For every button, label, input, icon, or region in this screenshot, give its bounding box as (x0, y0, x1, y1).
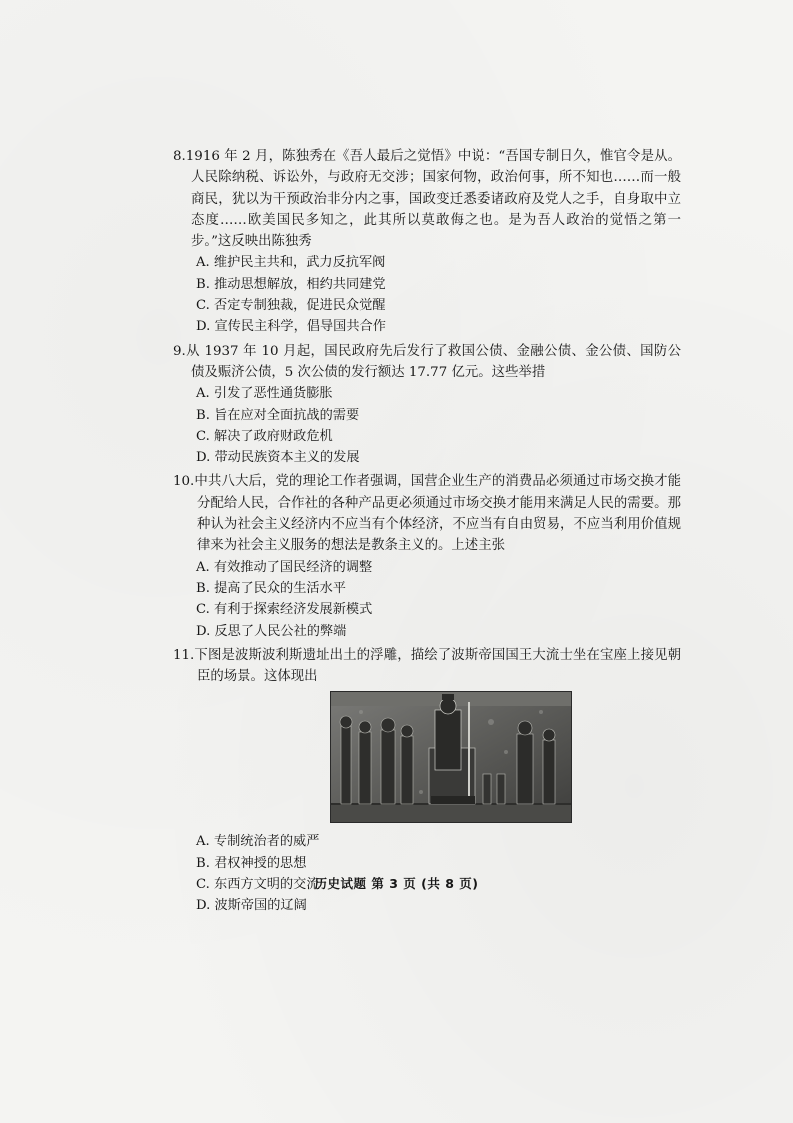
question-list (173, 146, 681, 920)
question-10-text: 中共八大后，党的理论工作者强调，国营企业生产的消费品必须通过市场交换才能分配给人民，合作社的各种产品更必须通过市场交换才能用来满足人民的需要。那种认为社会主义经济内不应当有个体经济，不应当有自由贸易，不应当利用价值规律来为社会主义服务的想法是教条主义的。上述主张 (194, 474, 681, 554)
persepolis-relief-image (330, 691, 572, 823)
question-9-options (173, 383, 681, 468)
question-8-options (173, 252, 681, 337)
question-11-option-d: D. 波斯帝国的辽阔 (196, 898, 307, 914)
relief-drawing (331, 692, 571, 822)
question-8 (173, 146, 681, 338)
question-9-option-c: C. 解决了政府财政危机 (196, 428, 333, 444)
question-10-options (173, 557, 681, 642)
question-10-option-b: B. 提高了民众的生活水平 (196, 580, 346, 596)
question-9-option-b: B. 旨在应对全面抗战的需要 (196, 407, 360, 423)
question-10-stem (173, 471, 681, 556)
question-8-option-c: C. 否定专制独裁，促进民众觉醒 (196, 298, 386, 314)
question-11-number: 11. (173, 647, 195, 663)
question-11-stem (173, 645, 681, 688)
question-10-option-c: C. 有利于探索经济发展新模式 (196, 602, 373, 618)
question-9-option-a: A. 引发了恶性通货膨胀 (196, 386, 333, 402)
question-11-option-c: C. 东西方文明的交流 (196, 877, 320, 893)
question-9-number: 9. (173, 343, 186, 359)
question-9-option-d: D. 带动民族资本主义的发展 (196, 450, 360, 466)
question-9 (173, 341, 681, 469)
page-footer: 历史试题 第 3 页 (共 8 页) (314, 876, 479, 891)
question-10-option-d: D. 反思了人民公社的弊端 (196, 623, 347, 639)
question-10-number: 10. (173, 474, 195, 490)
question-8-text: 1916 年 2 月，陈独秀在《吾人最后之觉悟》中说：“吾国专制日久，惟官令是从。人民除纳税、诉讼外，与政府无交涉；国家何物，政治何事，所不知也……而一般商民，犹以为干预政治非分内之事，国政变迁悉委诸政府及党人之手，自身取中立态度……欧美国民多知之，此其所以莫敢侮之也。是为吾人政治的觉悟之第一步。”这反映出陈独秀 (185, 149, 681, 250)
question-8-stem (173, 146, 681, 252)
question-11-option-b: B. 君权神授的思想 (196, 855, 307, 871)
question-8-option-b: B. 推动思想解放，相约共同建党 (196, 276, 386, 292)
question-8-option-d: D. 宣传民主科学，倡导国共合作 (196, 319, 386, 335)
question-10-option-a: A. 有效推动了国民经济的调整 (196, 559, 373, 575)
question-8-number: 8. (173, 149, 186, 164)
question-11-option-a: A. 专制统治者的威严 (196, 834, 320, 850)
question-10 (173, 471, 681, 641)
question-9-stem (173, 341, 681, 384)
question-9-text: 从 1937 年 10 月起，国民政府先后发行了救国公债、金融公债、金公债、国防公债及赈济公债，5 次公债的发行额达 17.77 亿元。这些举措 (185, 343, 681, 380)
question-11-text: 下图是波斯波利斯遗址出土的浮雕，描绘了波斯帝国国王大流士坐在宝座上接见朝臣的场景。这体现出 (194, 647, 681, 685)
question-8-option-a: A. 维护民主共和，武力反抗军阀 (196, 255, 386, 271)
